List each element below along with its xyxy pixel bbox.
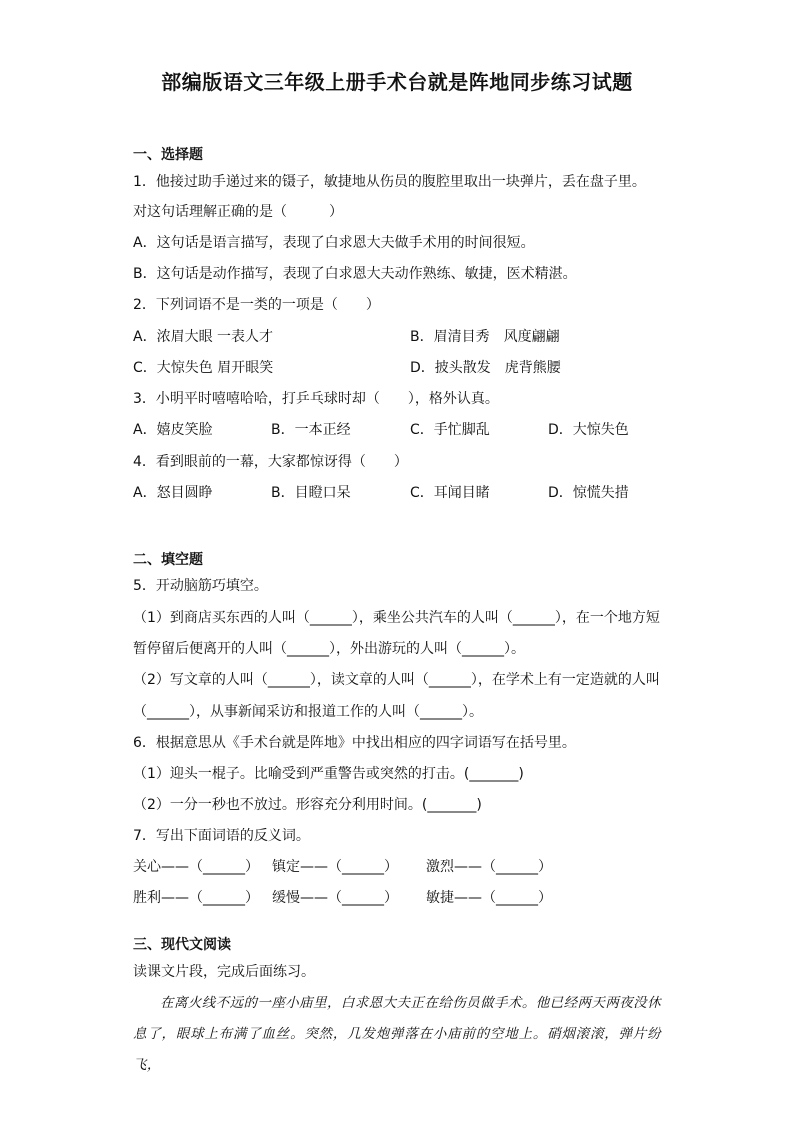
question-5-stem: 5．开动脑筋巧填空。 (133, 578, 268, 594)
question-2-option-b: B．眉清目秀 风度翩翩 (410, 329, 560, 345)
section-heading-reading: 三、现代文阅读 (133, 937, 231, 953)
question-2-stem: 2．下列词语不是一类的一项是（ ） (133, 297, 380, 313)
question-6-stem: 6．根据意思从《手术台就是阵地》中找出相应的四字词语写在括号里。 (133, 735, 576, 751)
question-3-option-a: A．嬉皮笑脸 (133, 422, 213, 438)
antonym-item: 缓慢——（______） (272, 890, 398, 906)
question-2-option-c: C．大惊失色 眉开眼笑 (133, 360, 274, 376)
question-1-stem: 1．他接过助手递过来的镊子，敏捷地从伤员的腹腔里取出一块弹片，丢在盘子里。 (133, 174, 646, 190)
question-4-option-b: B．目瞪口呆 (271, 485, 351, 501)
question-4-option-a: A．怒目圆睁 (133, 485, 213, 501)
question-5-line-2: 暂停留后便离开的人叫（______），外出游玩的人叫（______）。 (133, 641, 525, 657)
page-title: 部编版语文三年级上册手术台就是阵地同步练习试题 (161, 70, 633, 94)
question-7-stem: 7．写出下面词语的反义词。 (133, 828, 310, 844)
antonym-item: 激烈——（______） (426, 859, 552, 875)
question-2-option-a: A．浓眉大眼 一表人才 (133, 329, 274, 345)
question-3-option-c: C．手忙脚乱 (410, 422, 490, 438)
section-heading-fill: 二、填空题 (133, 552, 203, 568)
antonym-item: 关心——（______） (133, 859, 259, 875)
question-5-line-1: （1）到商店买东西的人叫（______），乘坐公共汽车的人叫（______），在一个地方短 (133, 610, 660, 626)
question-1-option-a: A．这句话是语言描写，表现了白求恩大夫做手术用的时间很短。 (133, 235, 535, 251)
antonym-item: 敏捷——（______） (426, 890, 552, 906)
question-1-prompt: 对这句话理解正确的是（ ） (133, 204, 343, 220)
question-5-line-4: （______），从事新闻采访和报道工作的人叫（______）。 (133, 704, 483, 720)
question-5-line-3: （2）写文章的人叫（______），读文章的人叫（______），在学术上有一定造就的人叫 (133, 672, 660, 688)
antonym-item: 胜利——（______） (133, 890, 259, 906)
question-3-stem: 3．小明平时嘻嘻哈哈，打乒乓球时却（ ），格外认真。 (133, 391, 499, 407)
antonym-item: 镇定——（______） (272, 859, 398, 875)
question-4-option-d: D．惊慌失措 (548, 485, 629, 501)
question-1-option-b: B．这句话是动作描写，表现了白求恩大夫动作熟练、敏捷，医术精湛。 (133, 266, 577, 282)
reading-passage: 在离火线不远的一座小庙里，白求恩大夫正在给伤员做手术。他已经两天两夜没休息了，眼球上布满了血丝。突然，几发炮弹落在小庙前的空地上。硝烟滚滚，弹片纷飞， (133, 995, 661, 1073)
question-3-option-d: D．大惊失色 (548, 422, 629, 438)
question-3-option-b: B．一本正经 (271, 422, 351, 438)
question-4-option-c: C．耳闻目睹 (410, 485, 490, 501)
section-heading-choice: 一、选择题 (133, 147, 203, 163)
question-6-line-1: （1）迎头一棍子。比喻受到严重警告或突然的打击。(_______) (133, 766, 524, 782)
reading-instruction: 读课文片段，完成后面练习。 (133, 964, 315, 980)
question-4-stem: 4．看到眼前的一幕，大家都惊讶得（ ） (133, 454, 408, 470)
question-6-line-2: （2）一分一秒也不放过。形容充分利用时间。(_______) (133, 797, 482, 813)
question-2-option-d: D．披头散发 虎背熊腰 (410, 360, 561, 376)
